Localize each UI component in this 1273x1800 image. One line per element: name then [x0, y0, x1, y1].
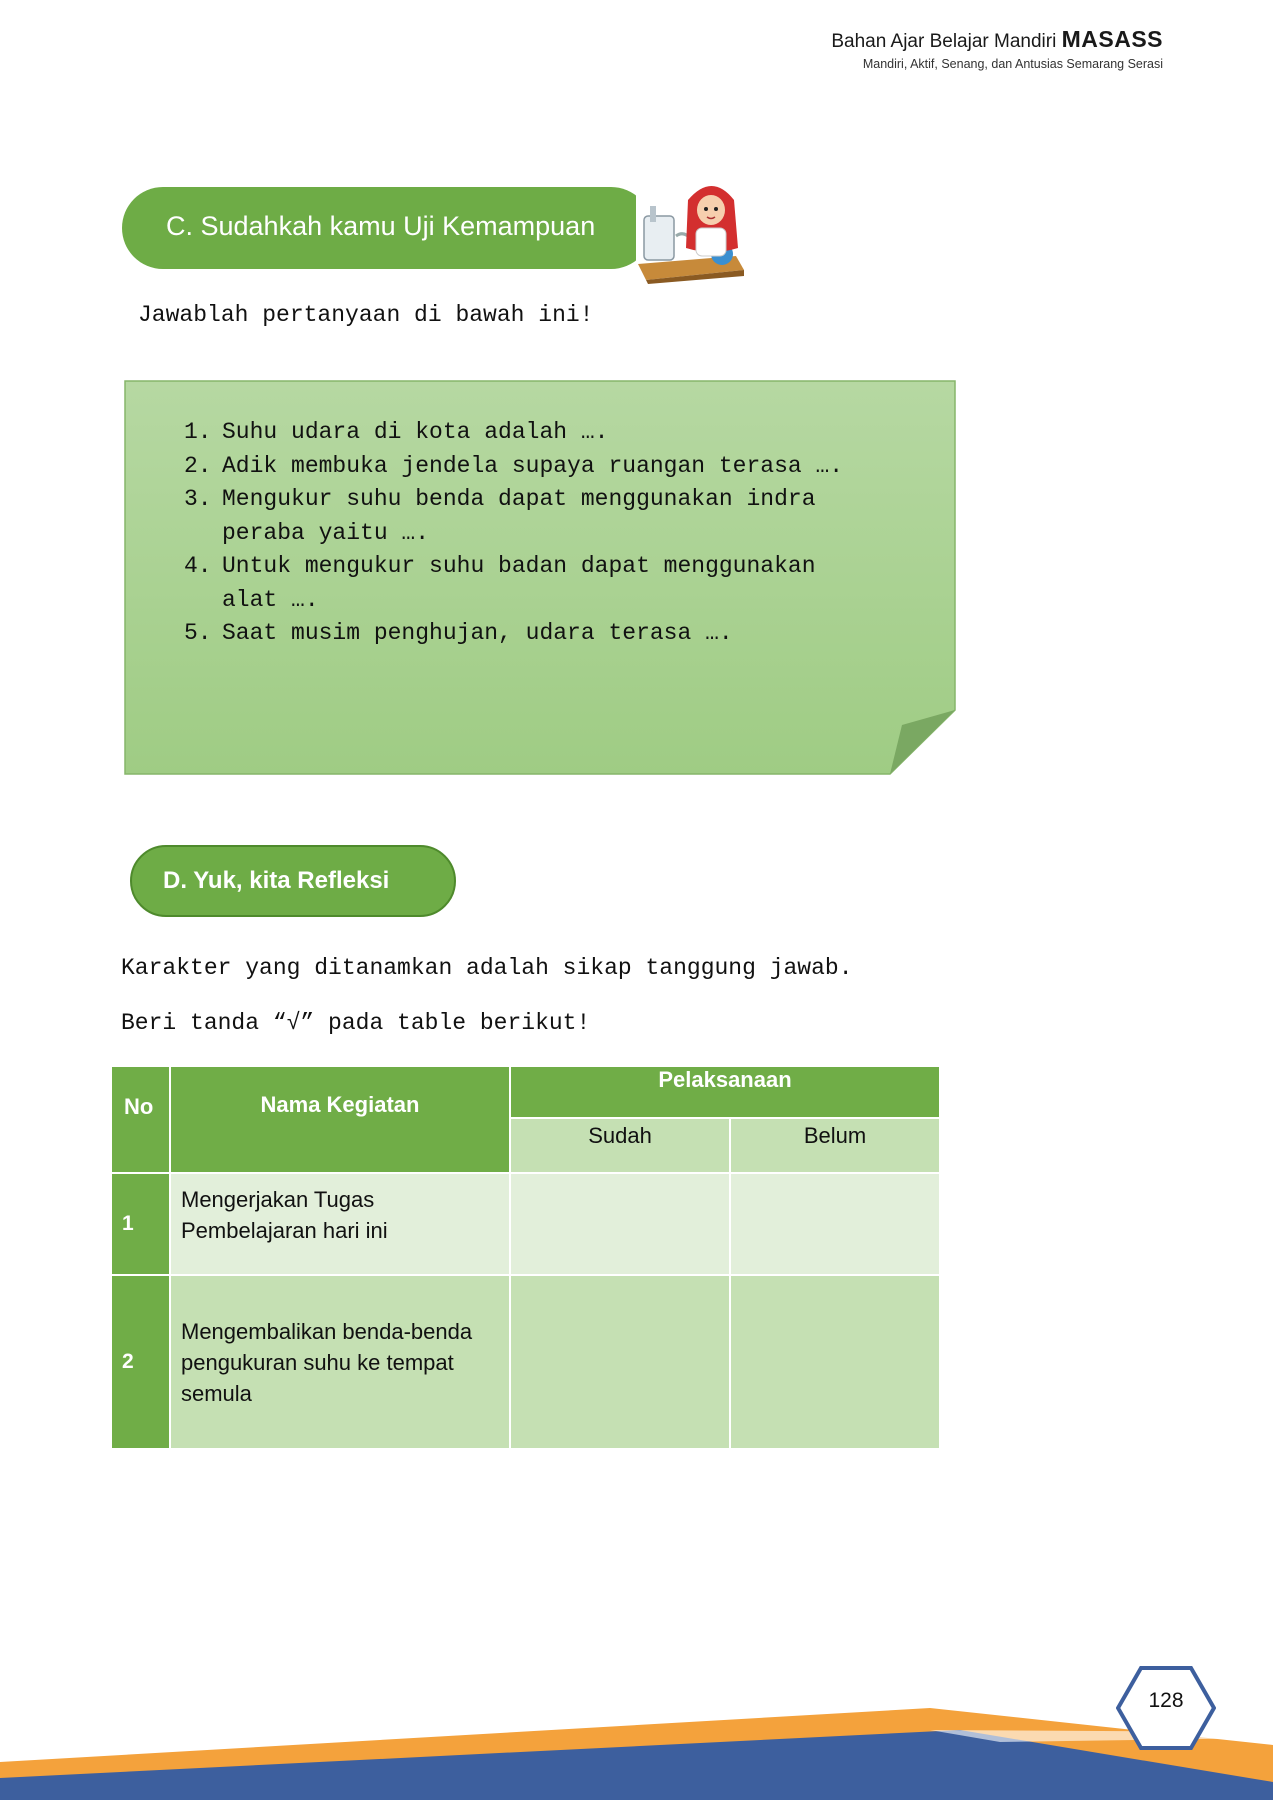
table-row [111, 1275, 940, 1449]
question-item: 4. Untuk mengukur suhu badan dapat menggunakan alat …. [184, 553, 816, 613]
col-header-sudah: Sudah [510, 1118, 730, 1173]
table-instruction: Beri tanda “√” pada table berikut! [121, 1010, 591, 1036]
question-item: 3. Mengukur suhu benda dapat menggunakan indra peraba yaitu …. [184, 486, 816, 546]
footer-wave [0, 1690, 1273, 1800]
col-header-pelaksanaan: Pelaksanaan [510, 1066, 940, 1118]
col-header-activity-blank [170, 1118, 510, 1173]
question-item: 1. Suhu udara di kota adalah …. [184, 419, 609, 445]
karakter-text: Karakter yang ditanamkan adalah sikap tanggung jawab. [121, 955, 853, 981]
checkbox-belum[interactable] [730, 1173, 940, 1275]
col-header-belum: Belum [730, 1118, 940, 1173]
col-header-no: No [111, 1066, 170, 1173]
question-item: 5. Saat musim penghujan, udara terasa …. [184, 620, 733, 646]
page-number: 128 [1148, 1689, 1184, 1712]
section-c-instruction: Jawablah pertanyaan di bawah ini! [138, 302, 594, 328]
question-item: 2. Adik membuka jendela supaya ruangan terasa …. [184, 452, 844, 479]
header-title [831, 26, 1163, 53]
section-d-title: D. Yuk, kita Refleksi [130, 845, 456, 917]
row-activity: Mengerjakan Tugas Pembelajaran hari ini [170, 1173, 510, 1275]
page-number-badge [1116, 1664, 1216, 1752]
questions-note [124, 380, 956, 775]
checkbox-sudah[interactable] [510, 1173, 730, 1275]
row-no: 1 [111, 1173, 170, 1275]
student-scientist-icon [636, 176, 746, 284]
header-subtitle: Mandiri, Aktif, Senang, dan Antusias Semarang Serasi [862, 57, 1163, 71]
header-title-prefix: Bahan Ajar Belajar Mandiri [831, 31, 1057, 52]
row-activity: Mengembalikan benda-benda pengukuran suhu ke tempat semula [170, 1275, 510, 1449]
page-header [831, 26, 1163, 71]
row-no: 2 [111, 1275, 170, 1449]
header-brand: MASASS [1061, 26, 1163, 52]
table-row [111, 1173, 940, 1275]
checkbox-sudah[interactable] [510, 1275, 730, 1449]
section-c-title: C. Sudahkah kamu Uji Kemampuan [122, 187, 652, 269]
reflection-table [110, 1065, 941, 1450]
checkbox-belum[interactable] [730, 1275, 940, 1449]
questions-list [184, 416, 884, 651]
col-header-activity: Nama Kegiatan [170, 1066, 510, 1118]
